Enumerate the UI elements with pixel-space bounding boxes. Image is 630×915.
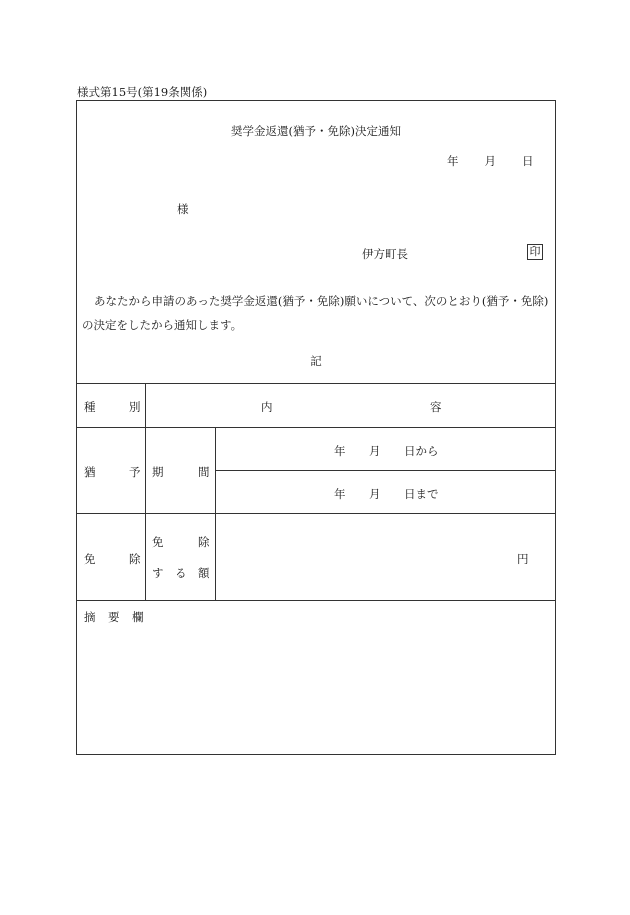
date-line (447, 153, 534, 169)
grace-to-month: 月 (369, 487, 381, 501)
date-month: 月 (484, 154, 496, 168)
exemption-bottom-line (77, 600, 555, 601)
exemption-amount-l2-c: 額 (198, 566, 210, 580)
exemption-label-b: 除 (129, 552, 141, 566)
exemption-amount-l2-b: る (175, 566, 187, 580)
exemption-amount-l2-a: す (152, 566, 164, 580)
header-content-a: 内 (261, 400, 273, 414)
grace-bottom-line (77, 513, 555, 514)
grace-to-year: 年 (334, 487, 346, 501)
form-number: 様式第15号(第19条関係) (77, 85, 208, 99)
sub-column-line (215, 427, 216, 600)
grace-from-day: 日から (404, 444, 439, 458)
ki-heading: 記 (310, 354, 322, 368)
grace-mid-line (215, 470, 555, 471)
type-column-line (145, 383, 146, 600)
grace-label-a: 猶 (84, 465, 96, 479)
seal-mark: 印 (527, 244, 543, 260)
table-top-line (77, 383, 555, 384)
header-type-a: 種 (84, 400, 96, 414)
document-title: 奨学金返還(猶予・免除)決定通知 (231, 124, 401, 138)
notice-body: あなたから申請のあった奨学金返還(猶予・免除)願いについて、次のとおり(猶予・免除)の決定をしたから通知します。 (82, 294, 549, 332)
header-bottom-line (77, 427, 555, 428)
date-day: 日 (522, 154, 534, 168)
exemption-currency: 円 (517, 552, 529, 566)
grace-period-a: 期 (152, 465, 164, 479)
exemption-label-a: 免 (84, 552, 96, 566)
header-type-b: 別 (129, 400, 141, 414)
grace-label-b: 予 (129, 465, 141, 479)
exemption-amount-l1-a: 免 (152, 535, 164, 549)
grace-from-month: 月 (369, 444, 381, 458)
grace-period-b: 間 (198, 465, 210, 479)
date-year: 年 (447, 154, 459, 168)
remarks-a: 摘 (84, 610, 96, 624)
grace-to-day: 日まで (404, 487, 439, 501)
exemption-amount-l1-b: 除 (198, 535, 210, 549)
remarks-c: 欄 (132, 610, 144, 624)
header-content-b: 容 (430, 400, 442, 414)
issuer-name: 伊方町長 (362, 247, 408, 261)
remarks-b: 要 (108, 610, 120, 624)
grace-from-year: 年 (334, 444, 346, 458)
addressee-suffix: 様 (177, 202, 189, 216)
notice-frame (76, 100, 556, 755)
